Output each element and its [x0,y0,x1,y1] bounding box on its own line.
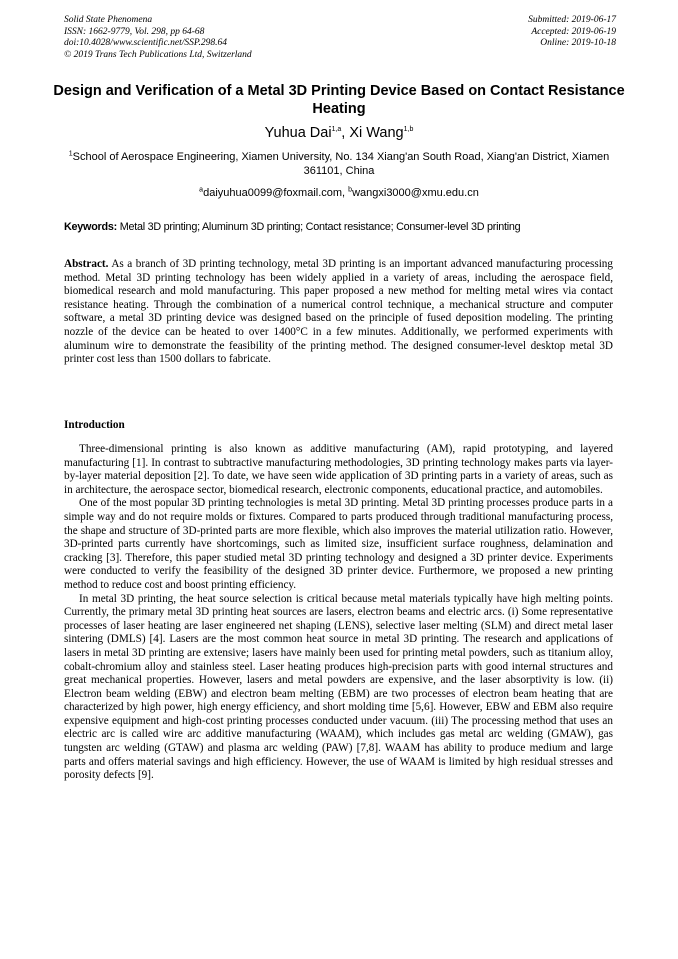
keywords-text: Metal 3D printing; Aluminum 3D printing; Contact resistance; Consumer-level 3D printing [119,221,521,233]
journal-header-left [64,15,252,61]
intro-paragraph: One of the most popular 3D printing technologies is metal 3D printing. Metal 3D printing processes produce parts in a simple way and do not require molds or fixtures. Compared to parts produced through traditional manufacturing process, the shape and structure of 3D-printed parts are more flexible, which also improves the material utilization ratio. However, 3D-printed parts currently have shortcomings, such as limited size, insufficient surface roughness, delamination and cracking [3]. Therefore, this paper studied metal 3D printing technology and designed a 3D printer device. Experiments were conducted to verify the feasibility of the designed 3D printer device. Furthermore, we proposed a new printing method to reduce cost and boost printing efficiency. [64,497,613,591]
intro-paragraph: Three-dimensional printing is also known as additive manufacturing (AM), rapid prototyping, and layered manufacturing [1]. In contrast to subtractive manufacturing methodologies, 3D printing technology makes parts via layer-by-layer material deposition [2]. To date, we have seen wide application of 3D printing parts in a variety of areas, such as in architecture, the aerospace sector, biomedical research, electronic components, educational practice, and automobiles. [64,443,613,496]
email-separator: , [342,187,349,199]
author-emails [0,186,678,200]
abstract [64,258,613,367]
author-list [0,124,678,142]
journal-header-right [528,15,616,50]
introduction-heading: Introduction [64,419,125,431]
author-name: Yuhua Dai [264,125,332,141]
author-affiliation-mark: 1,b [403,126,414,134]
introduction-body [64,443,613,783]
affiliation-mark: 1 [68,150,73,158]
affiliation-text: School of Aerospace Engineering, Xiamen University, No. 134 Xiang'an South Road, Xiang'an District, Xiamen 361101, China [72,151,610,177]
keywords-label: Keywords: [64,221,117,233]
issn-line: ISSN: 1662-9779, Vol. 298, pp 64-68 [64,26,205,37]
keywords [64,220,619,234]
abstract-label: Abstract. [64,258,109,270]
email-address: wangxi3000@xmu.edu.cn [352,187,479,199]
journal-name: Solid State Phenomena [64,15,153,25]
email-mark: b [348,186,353,194]
affiliation [64,150,614,178]
submitted-date: Submitted: 2019-06-17 [528,15,616,25]
doi-line: doi:10.4028/www.scientific.net/SSP.298.64 [64,38,227,48]
author-name: Xi Wang [349,125,404,141]
email-address: daiyuhua0099@foxmail.com [203,187,343,199]
abstract-text: As a branch of 3D printing technology, metal 3D printing is an important advanced manufacturing processing method. Metal 3D printing technology has been widely applied in a variety of areas, including the aerospace field, biomedical research and mold manufacturing. This paper proposed a new method for melting metal wires via contact resistance heating. Through the combination of a numerical control technique, a mechanical structure and computer software, a metal 3D printing device was designed based on the principle of fused deposition modeling. The printing nozzle of the device can be heated to over 1400°C in a few minutes. Additionally, we performed experiments with aluminum wire to demonstrate the feasibility of the printing method. The designed consumer-level desktop metal 3D printer cost less than 1500 dollars to fabricate. [64,258,613,366]
accepted-date: Accepted: 2019-06-19 [531,26,616,37]
paper-title: Design and Verification of a Metal 3D Printing Device Based on Contact Resistance Heating [53,83,625,117]
copyright-line: © 2019 Trans Tech Publications Ltd, Switzerland [64,49,252,60]
email-mark: a [199,186,204,194]
intro-paragraph: In metal 3D printing, the heat source selection is critical because metal materials typically have high melting points. Currently, the primary metal 3D printing heat sources are lasers, electron beams and electric arcs. (i) Some representative processes of laser heating are laser engineered net shaping (LENS), selective laser melting (SLM) and direct metal laser sintering (DMLS) [4]. Lasers are the most common heat source in metal 3D printing. The research and applications of lasers in metal 3D printing are extensive; lasers have mainly been used for printing metal powders, such as titanium alloy, cobalt-chromium alloy and stainless steel. Laser heating produces high-precision parts with good internal structures and great mechanical properties. However, lasers and metal powders are expensive, and the laser absorptivity is low. (ii) Electron beam welding (EBW) and electron beam melting (EBM) are two processes of electron beam heating that are characterized by high power, high energy efficiency, and short molding time [5,6]. However, EBW and EBM also require expensive equipment and high-cost printing processes conducted under vacuum. (iii) The processing method that uses an electric arc is called wire arc additive manufacturing (WAAM), which includes gas metal arc welding (GMAW), gas tungsten arc welding (GTAW) and plasma arc welding (PAW) [7,8]. WAAM has ability to produce medium and large parts and offers material savings and high efficiency. However, the use of WAAM is limited by high residual stresses and porosity defects [9]. [64,592,613,782]
author-separator: , [341,125,350,141]
author-affiliation-mark: 1,a [331,126,342,134]
online-date: Online: 2019-10-18 [540,38,616,48]
